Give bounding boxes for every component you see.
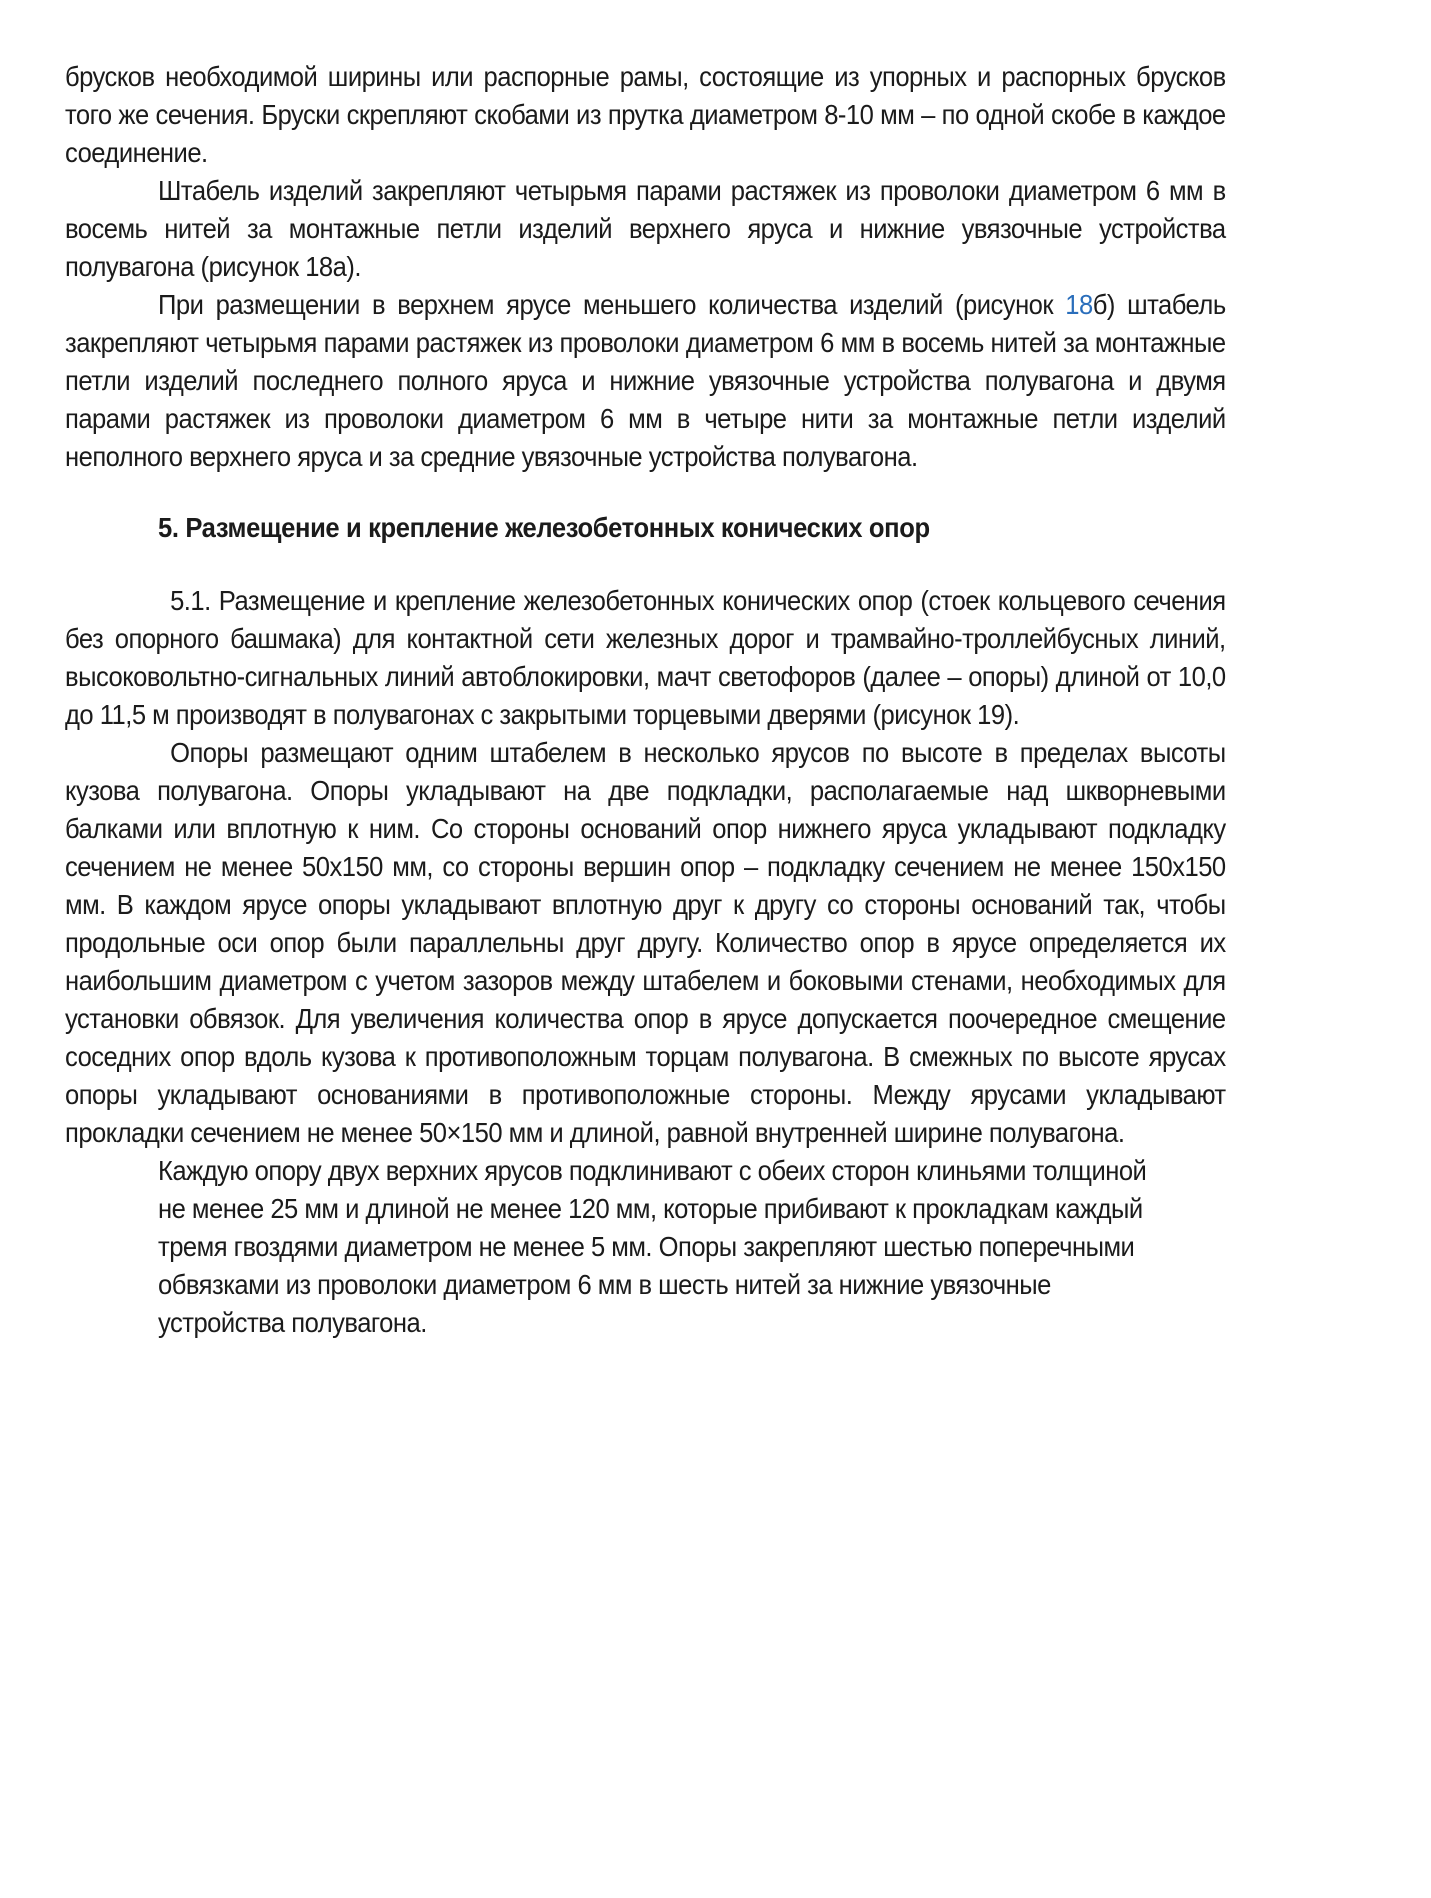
paragraph-5-1: 5.1. Размещение и крепление железобетонных конических опор (стоек кольцевого сечения без опорного башмака) для контактной сети железных дорог и трамвайно-троллейбусных линий, высоковольтно-сигнальных линий автоблокировки, мачт светофоров (далее – опоры) длиной от 10,0 до 11,5 м производят в полувагонах с закрытыми торцевыми дверями (рисунок 19). <box>65 585 1226 730</box>
paragraph-verkhniy-yarus-end: б) штабель закрепляют четырьмя парами растяжек из проволоки диаметром 6 мм в восемь нитей за монтажные петли изделий последнего полного яруса и нижние увязочные устройства полувагона и двумя парами растяжек из проволоки диаметром 6 мм в четыре нити за монтажные петли изделий неполного верхнего яруса и за средние увязочные устройства полувагона. <box>65 289 1226 472</box>
paragraph-bruski: брусков необходимой ширины или распорные рамы, состоящие из упорных и распорных брусков того же сечения. Бруски скрепляют скобами из прутка диаметром 8-10 мм – по одной скобе в каждое соединение. <box>65 61 1226 168</box>
document-body <box>65 58 1226 1342</box>
paragraph-verkhniy-yarus-start: При размещении в верхнем ярусе меньшего количества изделий (рисунок <box>158 289 1066 320</box>
section-heading-5: 5. Размещение и крепление железобетонных конических опор <box>158 512 930 543</box>
paragraph-opory-razmeshchenie: Опоры размещают одним штабелем в несколько ярусов по высоте в пределах высоты кузова полувагона. Опоры укладывают на две подкладки, располагаемые над шкворневыми балками или вплотную к ним. Со стороны оснований опор нижнего яруса укладывают подкладку сечением не менее 50х150 мм, со стороны вершин опор – подкладку сечением не менее 150х150 мм. В каждом ярусе опоры укладывают вплотную друг к другу со стороны оснований так, чтобы продольные оси опор были параллельны друг другу. Количество опор в ярусе определяется их наибольшим диаметром с учетом зазоров между штабелем и боковыми стенами, необходимых для установки обвязок. Для увеличения количества опор в ярусе допускается поочередное смещение соседних опор вдоль кузова к противоположным торцам полувагона. В смежных по высоте ярусах опоры укладывают основаниями в противоположные стороны. Между ярусами укладывают прокладки сечением не менее 50×150 мм и длиной, равной внутренней ширине полувагона. <box>65 737 1226 1148</box>
figure-18-link[interactable]: 18 <box>1065 289 1093 320</box>
paragraph-shtabel-zakreplenie: Штабель изделий закрепляют четырьмя парами растяжек из проволоки диаметром 6 мм в восемь нитей за монтажные петли изделий верхнего яруса и нижние увязочные устройства полувагона (рисунок 18а). <box>65 175 1226 282</box>
paragraph-verkhniy-yarus <box>65 286 1226 476</box>
paragraph-podklinivanie: Каждую опору двух верхних ярусов подклинивают с обеих сторон клиньями толщиной не менее 25 мм и длиной не менее 120 мм, которые прибивают к прокладкам каждый тремя гвоздями диаметром не менее 5 мм. Опоры закрепляют шестью поперечными обвязками из проволоки диаметром 6 мм в шесть нитей за нижние увязочные устройства полувагона. <box>158 1155 1147 1338</box>
